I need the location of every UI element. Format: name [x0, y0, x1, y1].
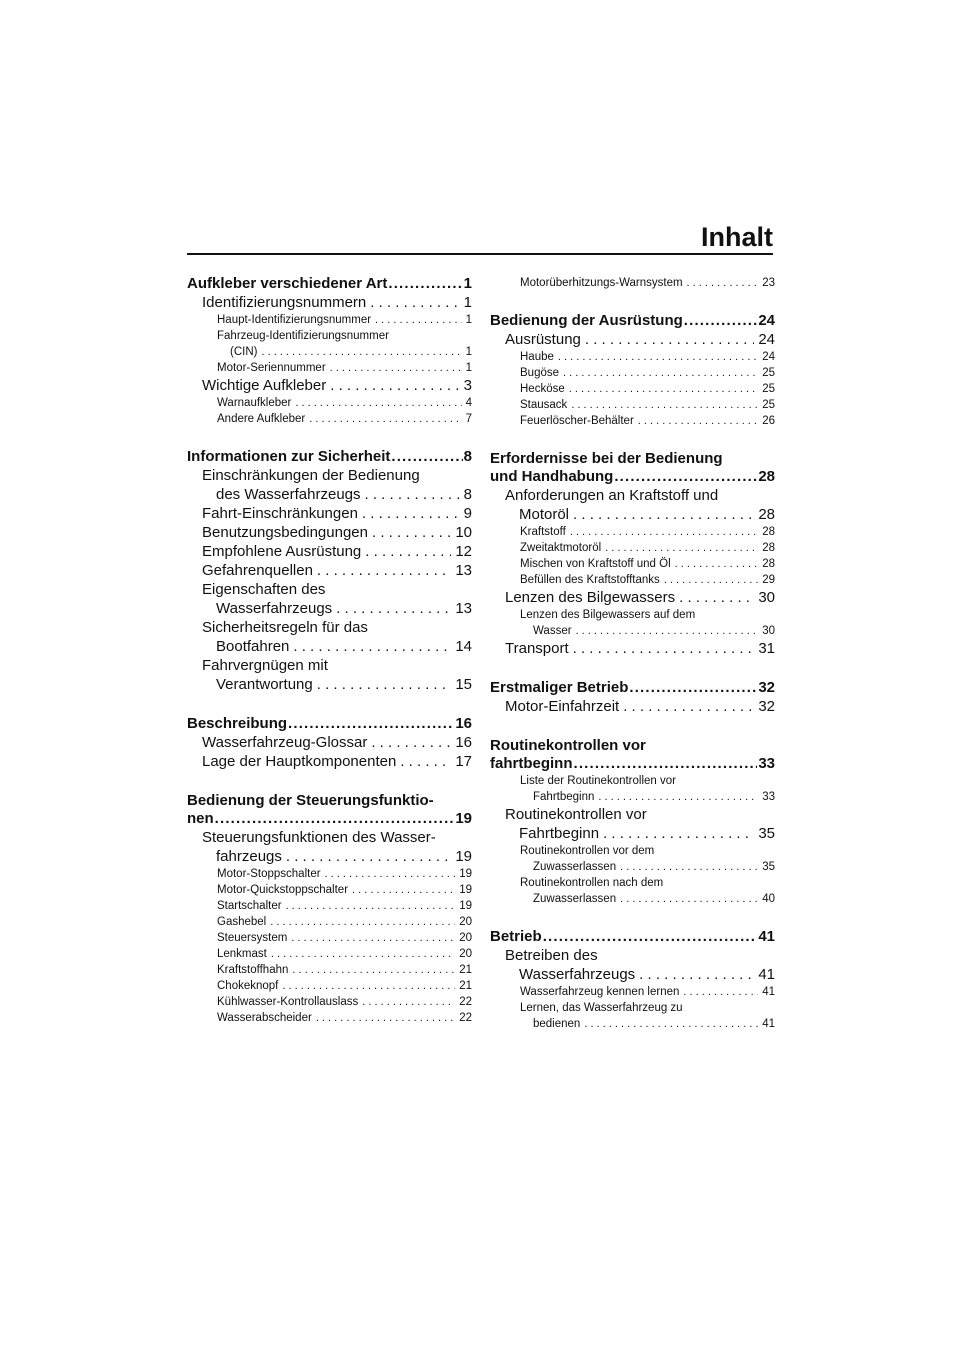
dot-leader: [573, 505, 754, 524]
toc-page-number: 24: [758, 331, 775, 348]
toc-page-number: 26: [762, 415, 775, 427]
toc-page-number: 10: [455, 524, 472, 541]
toc-entry[interactable]: [187, 828, 472, 866]
dot-leader: [316, 1010, 455, 1026]
dot-leader: [620, 859, 758, 875]
toc-entry[interactable]: [490, 572, 775, 588]
section-gap: [187, 694, 472, 715]
dot-leader: [365, 542, 451, 561]
toc-entry[interactable]: [187, 866, 472, 882]
toc-page-number: 25: [762, 367, 775, 379]
section-gap: [187, 771, 472, 792]
toc-entry[interactable]: [187, 930, 472, 946]
toc-entry-title: Betrieb: [490, 928, 542, 945]
toc-page-number: 21: [459, 980, 472, 992]
dot-leader: [598, 789, 758, 805]
toc-page-number: 28: [762, 542, 775, 554]
dot-leader: [372, 523, 451, 542]
toc-entry-title: fahrtbeginn: [490, 755, 573, 772]
toc-entry-title: Motor-Stoppschalter: [217, 868, 321, 880]
toc-page-number: 1: [463, 275, 472, 292]
toc-page-number: 24: [762, 351, 775, 363]
toc-entry[interactable]: [490, 928, 775, 946]
toc-page-number: 28: [758, 506, 775, 523]
toc-page-number: 13: [455, 562, 472, 579]
toc-entry[interactable]: [187, 752, 472, 771]
toc-page-number: 25: [762, 383, 775, 395]
toc-entry[interactable]: [490, 697, 775, 716]
dot-leader: [391, 448, 462, 466]
toc-entry-title: Benutzungsbedingungen: [202, 524, 368, 541]
toc-entry-title: Feuerlöscher-Behälter: [520, 415, 634, 427]
toc-entry[interactable]: [187, 618, 472, 656]
toc-entry[interactable]: [490, 875, 775, 907]
toc-entry-title: Kühlwasser-Kontrollauslass: [217, 996, 359, 1008]
toc-entry-title: fahrzeugs: [216, 848, 282, 865]
toc-entry[interactable]: [187, 293, 472, 312]
dot-leader: [576, 623, 759, 639]
dot-leader: [543, 928, 758, 946]
toc-entry-title-line: Routinekontrollen nach dem: [520, 877, 664, 889]
toc-page-number: 20: [459, 948, 472, 960]
toc-entry[interactable]: [187, 395, 472, 411]
toc-entry-title: Transport: [505, 640, 569, 657]
toc-entry-title-line: Fahrzeug-Identifizierungsnummer: [217, 330, 389, 342]
toc-page-number: 32: [758, 698, 775, 715]
dot-leader: [620, 891, 758, 907]
toc-entry-title: des Wasserfahrzeugs: [216, 486, 361, 503]
dot-leader: [639, 965, 754, 984]
dot-leader: [558, 349, 758, 365]
toc-entry-title-line: Lenzen des Bilgewassers auf dem: [520, 609, 696, 621]
toc-page-number: 7: [465, 413, 472, 425]
toc-entry-title: Lage der Hauptkomponenten: [202, 753, 397, 770]
toc-page-number: 41: [762, 1018, 775, 1030]
toc-page-number: 19: [459, 884, 472, 896]
toc-entry-title: Motor-Quickstoppschalter: [217, 884, 349, 896]
toc-page-number: 16: [455, 715, 472, 732]
toc-page-number: 35: [762, 861, 775, 873]
toc-page-number: 19: [459, 900, 472, 912]
toc-entry[interactable]: [187, 792, 472, 828]
toc-entry-title: Identifizierungsnummern: [202, 294, 367, 311]
dot-leader: [286, 898, 456, 914]
toc-entry-title: Mischen von Kraftstoff und Öl: [520, 558, 671, 570]
toc-entry-title: Stausack: [520, 399, 568, 411]
toc-page-number: 29: [762, 574, 775, 586]
toc-entry[interactable]: [187, 1010, 472, 1026]
dot-leader: [362, 994, 455, 1010]
toc-page-number: 25: [762, 399, 775, 411]
dot-leader: [573, 639, 755, 658]
toc-entry[interactable]: [187, 411, 472, 427]
dot-leader: [375, 312, 462, 328]
dot-leader: [288, 715, 454, 733]
toc-page-number: 23: [762, 277, 775, 289]
toc-page-number: 1: [465, 362, 472, 374]
toc-entry[interactable]: [187, 376, 472, 395]
toc-entry-title: Kraftstoffhahn: [217, 964, 289, 976]
toc-entry-title: Gefahrenquellen: [202, 562, 313, 579]
dot-leader: [570, 524, 758, 540]
toc-entry[interactable]: [490, 1000, 775, 1032]
toc-entry-title: Bugöse: [520, 367, 560, 379]
toc-entry-title: Verantwortung: [216, 676, 313, 693]
section-gap: [490, 658, 775, 679]
toc-entry-title: Motorüberhitzungs-Warnsystem: [520, 277, 683, 289]
dot-leader: [638, 413, 758, 429]
toc-entry-title: Lenzen des Bilgewassers: [505, 589, 676, 606]
dot-leader: [687, 275, 759, 291]
toc-entry[interactable]: [490, 275, 775, 291]
toc-page-number: 19: [455, 848, 472, 865]
toc-entry[interactable]: [490, 946, 775, 984]
toc-entry[interactable]: [187, 360, 472, 376]
toc-page-number: 19: [459, 868, 472, 880]
toc-entry-title-line: Erfordernisse bei der Bedienung: [490, 450, 723, 467]
toc-entry-title: Haube: [520, 351, 554, 363]
dot-leader: [675, 556, 759, 572]
dot-leader: [325, 866, 456, 882]
toc-entry[interactable]: [187, 466, 472, 504]
toc-page-number: 28: [762, 558, 775, 570]
dot-leader: [605, 540, 758, 556]
toc-entry[interactable]: [490, 524, 775, 540]
toc-entry-title: Informationen zur Sicherheit: [187, 448, 391, 465]
toc-entry-title: Wasserfahrzeug-Glossar: [202, 734, 368, 751]
section-gap: [490, 716, 775, 737]
toc-entry-title: Bedienung der Ausrüstung: [490, 312, 683, 329]
toc-entry[interactable]: [490, 679, 775, 697]
dot-leader: [336, 599, 451, 618]
toc-entry-title-line: Anforderungen an Kraftstoff und: [505, 487, 719, 504]
toc-entry-title: Chokeknopf: [217, 980, 279, 992]
toc-entry[interactable]: [187, 962, 472, 978]
toc-entry-title: Wasserfahrzeug kennen lernen: [520, 986, 680, 998]
dot-leader: [388, 275, 462, 293]
toc-entry[interactable]: [490, 349, 775, 365]
toc-entry-title: und Handhabung: [490, 468, 614, 485]
dot-leader: [664, 572, 758, 588]
toc-entry-title-line: Betreiben des: [505, 947, 598, 964]
toc-entry[interactable]: [490, 450, 775, 486]
toc-entry-title: Wichtige Aufkleber: [202, 377, 327, 394]
toc-entry[interactable]: [490, 639, 775, 658]
dot-leader: [317, 675, 452, 694]
toc-entry-title-line: Einschränkungen der Bedienung: [202, 467, 420, 484]
toc-entry[interactable]: [187, 504, 472, 523]
dot-leader: [291, 930, 455, 946]
dot-leader: [330, 360, 462, 376]
toc-entry[interactable]: [187, 448, 472, 466]
toc-entry[interactable]: [490, 556, 775, 572]
toc-entry-title-line: Lernen, das Wasserfahrzeug zu: [520, 1002, 683, 1014]
dot-leader: [584, 1016, 758, 1032]
toc-page-number: 21: [459, 964, 472, 976]
toc-entry[interactable]: [490, 737, 775, 773]
dot-leader: [370, 293, 459, 312]
dot-leader: [317, 561, 451, 580]
dot-leader: [270, 914, 455, 930]
dot-leader: [215, 810, 455, 828]
toc-entry-title: Fahrt-Einschränkungen: [202, 505, 358, 522]
section-gap: [490, 291, 775, 312]
toc-page-number: 22: [459, 1012, 472, 1024]
dot-leader: [569, 381, 758, 397]
toc-entry-title-line: Liste der Routinekontrollen vor: [520, 775, 676, 787]
toc-entry[interactable]: [187, 580, 472, 618]
dot-leader: [603, 824, 754, 843]
toc-page-number: 31: [758, 640, 775, 657]
dot-leader: [629, 679, 757, 697]
toc-entry-title: Haupt-Identifizierungsnummer: [217, 314, 372, 326]
section-gap: [490, 429, 775, 450]
toc-right-column: [490, 275, 775, 1032]
toc-page-number: 30: [758, 589, 775, 606]
toc-page-number: 24: [758, 312, 775, 329]
toc-page-number: 15: [455, 676, 472, 693]
toc-entry-title: Fahrtbeginn: [519, 825, 600, 842]
toc-entry-title: Aufkleber verschiedener Art: [187, 275, 388, 292]
toc-entry[interactable]: [187, 542, 472, 561]
toc-entry[interactable]: [490, 588, 775, 607]
toc-entry-title-line: Sicherheitsregeln für das: [202, 619, 368, 636]
toc-entry-title-line: Bedienung der Steuerungsfunktio-: [187, 792, 434, 809]
toc-page-number: 8: [463, 486, 472, 503]
toc-entry-title: Zuwasserlassen: [533, 893, 617, 905]
toc-page-number: 30: [762, 625, 775, 637]
dot-leader: [574, 755, 758, 773]
toc-entry-title: Wasser: [533, 625, 572, 637]
page-title: Inhalt: [701, 222, 773, 252]
dot-leader: [362, 504, 460, 523]
toc-entry[interactable]: [490, 773, 775, 805]
toc-page-number: 1: [465, 346, 472, 358]
toc-entry-title: Fahrtbeginn: [533, 791, 595, 803]
toc-entry-title: Beschreibung: [187, 715, 288, 732]
toc-entry-title: Erstmaliger Betrieb: [490, 679, 629, 696]
toc-left-column: [187, 275, 472, 1026]
toc-page-number: 40: [762, 893, 775, 905]
toc-entry-title-line: Eigenschaften des: [202, 581, 326, 598]
toc-entry-title-line: Fahrvergnügen mit: [202, 657, 328, 674]
toc-entry[interactable]: [490, 312, 775, 330]
title-rule: [187, 253, 773, 255]
toc-entry-title: Motoröl: [519, 506, 570, 523]
dot-leader: [352, 882, 455, 898]
toc-entry[interactable]: [490, 397, 775, 413]
toc-page-number: 1: [465, 314, 472, 326]
toc-page-number: 9: [463, 505, 472, 522]
toc-entry-title: (CIN): [230, 346, 258, 358]
toc-entry[interactable]: [187, 898, 472, 914]
dot-leader: [683, 984, 758, 1000]
toc-entry-title: Zweitaktmotoröl: [520, 542, 602, 554]
dot-leader: [585, 330, 754, 349]
toc-entry[interactable]: [490, 984, 775, 1000]
toc-entry[interactable]: [187, 561, 472, 580]
toc-page-number: 28: [758, 468, 775, 485]
toc-entry[interactable]: [187, 656, 472, 694]
toc-entry[interactable]: [490, 413, 775, 429]
toc-page-number: 4: [465, 397, 472, 409]
toc-entry[interactable]: [187, 882, 472, 898]
toc-entry[interactable]: [187, 994, 472, 1010]
toc-entry-title-line: Routinekontrollen vor: [490, 737, 646, 754]
toc-page-number: 19: [455, 810, 472, 827]
toc-entry-title: Motor-Einfahrzeit: [505, 698, 620, 715]
toc-entry-title-line: Routinekontrollen vor dem: [520, 845, 655, 857]
toc-entry-title: Empfohlene Ausrüstung: [202, 543, 362, 560]
toc-page-number: 33: [758, 755, 775, 772]
toc-entry[interactable]: [490, 486, 775, 524]
toc-entry-title: Zuwasserlassen: [533, 861, 617, 873]
toc-page-number: 20: [459, 916, 472, 928]
toc-page-number: 32: [758, 679, 775, 696]
dot-leader: [563, 365, 758, 381]
toc-page-number: 20: [459, 932, 472, 944]
toc-entry-title: Wasserfahrzeugs: [216, 600, 333, 617]
toc-entry-title: Wasserabscheider: [217, 1012, 312, 1024]
toc-entry[interactable]: [490, 540, 775, 556]
toc-entry-title: Steuersystem: [217, 932, 288, 944]
toc-entry[interactable]: [490, 607, 775, 639]
toc-entry[interactable]: [490, 381, 775, 397]
toc-page-number: 35: [758, 825, 775, 842]
toc-page-number: 8: [463, 448, 472, 465]
toc-entry-title: Hecköse: [520, 383, 565, 395]
toc-entry-title: Befüllen des Kraftstofftanks: [520, 574, 660, 586]
toc-entry[interactable]: [490, 365, 775, 381]
dot-leader: [293, 637, 451, 656]
toc-entry-title-line: Routinekontrollen vor: [505, 806, 647, 823]
dot-leader: [684, 312, 758, 330]
toc-page-number: 12: [455, 543, 472, 560]
dot-leader: [365, 485, 460, 504]
dot-leader: [295, 395, 461, 411]
toc-page-number: 41: [758, 928, 775, 945]
section-gap: [187, 427, 472, 448]
toc-entry[interactable]: [490, 843, 775, 875]
toc-entry[interactable]: [187, 946, 472, 962]
toc-entry-title: Startschalter: [217, 900, 282, 912]
dot-leader: [286, 847, 451, 866]
toc-page-number: 17: [455, 753, 472, 770]
toc-page-number: 41: [758, 966, 775, 983]
toc-entry[interactable]: [187, 275, 472, 293]
dot-leader: [282, 978, 455, 994]
section-gap: [490, 907, 775, 928]
toc-page-number: 13: [455, 600, 472, 617]
toc-entry-title: Lenkmast: [217, 948, 267, 960]
toc-entry[interactable]: [187, 715, 472, 733]
toc-entry[interactable]: [187, 523, 472, 542]
toc-entry[interactable]: [187, 328, 472, 360]
toc-page-number: 3: [463, 377, 472, 394]
toc-entry[interactable]: [187, 914, 472, 930]
toc-page-number: 1: [463, 294, 472, 311]
dot-leader: [679, 588, 754, 607]
dot-leader: [261, 344, 461, 360]
toc-entry-title-line: Steuerungsfunktionen des Wasser-: [202, 829, 436, 846]
toc-entry-title: Kraftstoff: [520, 526, 566, 538]
dot-leader: [400, 752, 451, 771]
toc-entry-title: Gashebel: [217, 916, 267, 928]
toc-page-number: 41: [762, 986, 775, 998]
dot-leader: [623, 697, 754, 716]
dot-leader: [271, 946, 455, 962]
toc-entry[interactable]: [490, 330, 775, 349]
toc-entry-title: nen: [187, 810, 214, 827]
dot-leader: [371, 733, 451, 752]
toc-entry[interactable]: [490, 805, 775, 843]
toc-entry-title: Motor-Seriennummer: [217, 362, 326, 374]
dot-leader: [292, 962, 455, 978]
toc-page-number: 14: [455, 638, 472, 655]
dot-leader: [309, 411, 461, 427]
toc-entry-title: Warnaufkleber: [217, 397, 292, 409]
toc-entry-title: Ausrüstung: [505, 331, 581, 348]
toc-page-number: 16: [455, 734, 472, 751]
toc-entry[interactable]: [187, 733, 472, 752]
toc-entry-title: bedienen: [533, 1018, 581, 1030]
dot-leader: [330, 376, 459, 395]
toc-entry-title: Andere Aufkleber: [217, 413, 306, 425]
toc-page-number: 33: [762, 791, 775, 803]
dot-leader: [614, 468, 757, 486]
dot-leader: [571, 397, 758, 413]
toc-page-number: 28: [762, 526, 775, 538]
toc-entry-title: Wasserfahrzeugs: [519, 966, 636, 983]
toc-entry-title: Bootfahren: [216, 638, 290, 655]
toc-entry[interactable]: [187, 978, 472, 994]
toc-entry[interactable]: [187, 312, 472, 328]
toc-page-number: 22: [459, 996, 472, 1008]
